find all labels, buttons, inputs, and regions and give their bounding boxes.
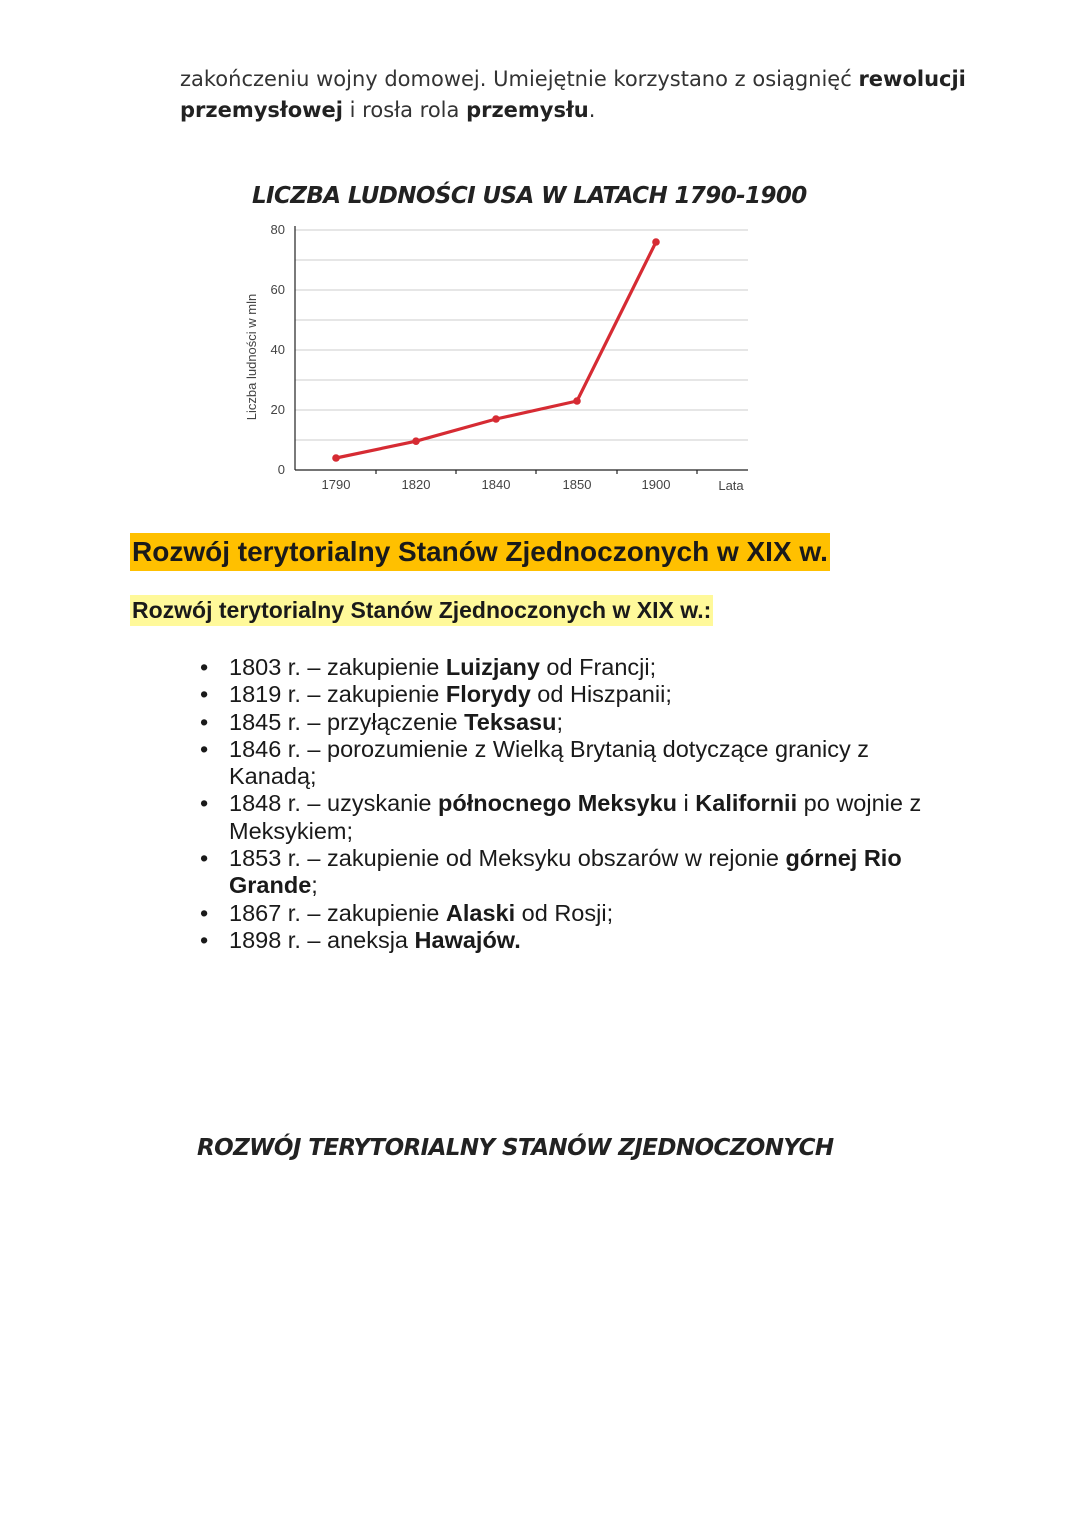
list-item xyxy=(198,681,958,708)
bullet-dot: • xyxy=(200,845,209,872)
y-tick-label: 80 xyxy=(270,222,285,237)
list-item-text: 1803 r. – zakupienie xyxy=(229,654,446,680)
list-item-text: po wojnie z Meksykiem; xyxy=(229,790,922,844)
list-item-bold: Luizjany xyxy=(445,654,540,680)
x-tick-label: 1900 xyxy=(641,477,671,492)
list-item-bold: Hawajów. xyxy=(414,926,521,953)
section-subheading: Rozwój terytorialny Stanów Zjednoczonych w XIX w.: xyxy=(130,595,713,626)
list-item-text: 1819 r. – zakupienie xyxy=(229,681,446,708)
intro-bold-rewolucja: rewolucji przemysłowej xyxy=(180,67,966,122)
section-heading: Rozwój terytorialny Stanów Zjednoczonych w XIX w. xyxy=(130,533,830,571)
bullet-dot: • xyxy=(200,926,209,953)
y-tick-label: 40 xyxy=(270,342,285,357)
list-item xyxy=(198,927,958,954)
intro-text-2: i rosła rola xyxy=(343,98,467,122)
bullet-dot: • xyxy=(200,708,209,735)
bullet-dot: • xyxy=(200,654,209,680)
list-item-bold: Kalifornii xyxy=(695,790,798,817)
list-item-bold: Teksasu xyxy=(464,708,557,735)
bullet-dot: • xyxy=(200,899,209,926)
bullet-dot: • xyxy=(200,681,209,708)
chart-title: LICZBA LUDNOŚCI USA W LATACH 1790-1900 xyxy=(252,183,807,209)
y-tick-label: 20 xyxy=(270,402,285,417)
list-item-bold: północnego Meksyku xyxy=(438,790,677,817)
bullet-dot: • xyxy=(200,735,209,762)
list-item-text: 1898 r. – aneksja xyxy=(229,926,415,953)
list-item-text: 1848 r. – uzyskanie xyxy=(229,790,439,817)
y-tick-label: 0 xyxy=(277,462,285,477)
territorial-expansion-list xyxy=(198,654,958,954)
x-tick-label: 1820 xyxy=(401,477,431,492)
intro-paragraph xyxy=(180,64,980,126)
list-item-text: 1845 r. – przyłączenie xyxy=(229,708,465,735)
intro-text-3: . xyxy=(588,98,596,122)
list-item xyxy=(198,845,958,900)
list-item-text: od Francji; xyxy=(539,654,657,680)
list-item xyxy=(198,736,958,791)
list-item-text: ; xyxy=(311,872,318,899)
list-item-bold: górnej Rio Grande xyxy=(229,845,902,899)
y-axis-label: Liczba ludności w mln xyxy=(244,293,259,421)
list-item-text: od Rosji; xyxy=(515,899,614,926)
list-item-text: 1867 r. – zakupienie xyxy=(229,899,446,926)
intro-bold-przemysl: przemysłu xyxy=(466,98,589,122)
list-item-text: 1846 r. – porozumienie z Wielką Brytanią dotyczące granicy z Kanadą; xyxy=(229,735,870,790)
map-title: ROZWÓJ TERYTORIALNY STANÓW ZJEDNOCZONYCH xyxy=(197,1135,834,1161)
y-tick-label: 60 xyxy=(270,282,285,297)
x-tick-label: 1850 xyxy=(562,477,592,492)
x-tick-label: 1840 xyxy=(481,477,511,492)
bullet-dot: • xyxy=(200,790,209,817)
list-item-text: 1853 r. – zakupienie od Meksyku obszarów w rejonie xyxy=(229,845,786,872)
data-point xyxy=(412,437,420,445)
list-item xyxy=(198,900,958,927)
data-point xyxy=(332,454,340,462)
list-item-text: ; xyxy=(556,708,563,735)
x-axis-label: Lata xyxy=(718,478,744,493)
list-item-bold: Alaski xyxy=(445,899,516,926)
data-point xyxy=(652,238,660,246)
population-chart xyxy=(232,216,772,506)
list-item xyxy=(198,790,958,845)
list-item xyxy=(198,709,958,736)
intro-text-1: zakończeniu wojny domowej. Umiejętnie korzystano z osiągnięć xyxy=(180,67,859,91)
list-item-text: od Hiszpanii; xyxy=(530,681,672,708)
list-item xyxy=(198,654,958,681)
list-item-bold: Florydy xyxy=(445,681,531,708)
data-point xyxy=(573,397,581,405)
x-tick-label: 1790 xyxy=(321,477,351,492)
list-item-text: i xyxy=(677,790,696,817)
data-point xyxy=(492,415,500,423)
